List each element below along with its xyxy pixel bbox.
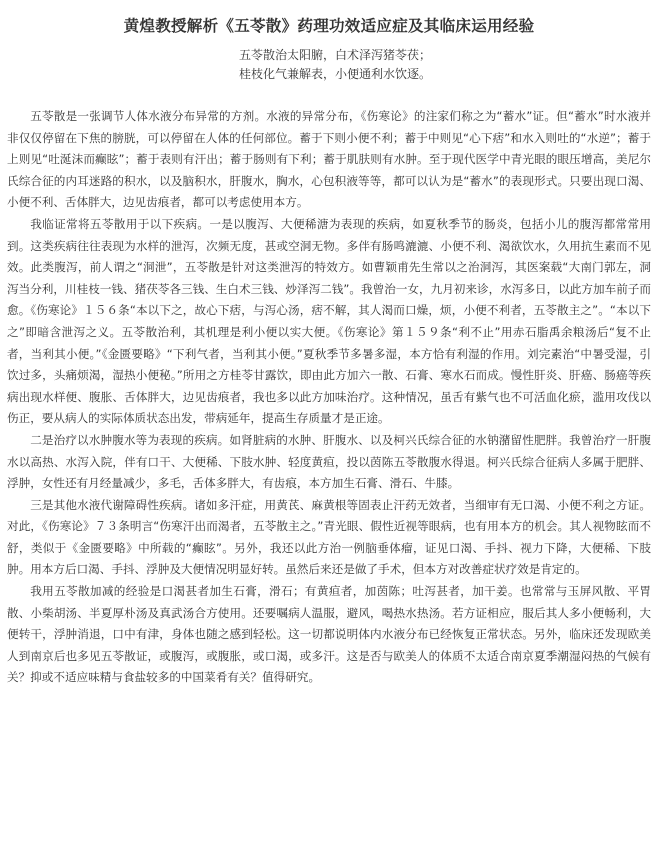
paragraph-3: 二是治疗以水肿腹水等为表现的疾病。如肾脏病的水肿、肝腹水、以及柯兴氏综合征的水钠潴留性肥胖。我曾治疗一肝腹水以高热、水泻入院，伴有口干、大便稀、下肢水肿、轻度黄疸，投以茵陈五苓散腹水得退。柯兴氏综合征病人多属于肥胖、浮肿，女性还有月经量减少，多毛，舌体多胖大，有齿痕，本方加生石膏、滑石、牛膝。 — [7, 432, 651, 491]
paragraph-5: 我用五苓散加减的经验是口渴甚者加生石膏，滑石；有黄疸者，加茵陈；吐泻甚者，加干姜。也常常与玉屏风散、平胃散、小柴胡汤、半夏厚朴汤及真武汤合方使用。还要嘱病人温服，避风，喝热水热汤。若方证相应，服后其人多小便畅利，大便转干，浮肿消退，口中有津，身体也随之感到轻松。这一切都说明体内水液分布已经恢复正常状态。另外，临床还发现欧美人到南京后也多见五苓散证，或腹泻，或腹胀，或口渴，或多汗。这是否与欧美人的体质不太适合南京夏季潮湿闷热的气候有关？抑或不适应味精与食盐较多的中国菜肴有关？值得研究。 — [7, 584, 651, 685]
paragraph-4: 三是其他水液代谢障碍性疾病。诸如多汗症，用黄芪、麻黄根等固表止汗药无效者，当细审有无口渴、小便不利之方证。对此，《伤寒论》７３条明言“伤寒汗出而渴者，五苓散主之。”青光眼、假性近视等眼病，也有用本方的机会。其人视物眩而不舒，类似于《金匮要略》中所载的“癫眩”。另外，我还以此方治一例脑垂体瘤，证见口渴、手抖、视力下降，大便稀、下肢肿。用本方后口渴、手抖、浮肿及大便情况明显好转。虽然后来还是做了手术，但本方对改善症状疗效是肯定的。 — [7, 497, 651, 577]
verse-block — [239, 46, 651, 84]
article-body — [7, 106, 651, 689]
article-title: 黄煌教授解析《五苓散》药理功效适应症及其临床运用经验 — [123, 17, 535, 35]
paragraph-2: 我临证常将五苓散用于以下疾病。一是以腹泻、大便稀溏为表现的疾病，如夏秋季节的肠炎，包括小儿的腹泻都常常用到。这类疾病往往表现为水样的泄泻，次频无度，甚或空洞无物。多伴有肠鸣漉漉、小便不利、渴欲饮水，久用抗生素而不见效。此类腹泻，前人谓之“洞泄”，五苓散是针对这类泄泻的特效方。如曹颖甫先生常以之治洞泻，其医案载“大南门郭左，洞泻当分利，川桂枝一钱、猪茯苓各三钱、生白术三钱、炒泽泻二钱”。我曾治一女，九月初来诊，水泻多日，以此方加车前子而愈。《伤寒论》１５６条“本以下之，故心下痞，与泻心汤，痞不解，其人渴而口燥，烦，小便不利者，五苓散主之”。“本以下之”即暗含泄泻之义。五苓散治利，其机理是利小便以实大便。《伤寒论》第１５９条“利不止”用赤石脂禹余粮汤后“复不止者，当利其小便。”《金匮要略》“下利气者，当利其小便。”夏秋季节多暑多湿，本方恰有利湿的作用。刘完素治“中暑受湿，引饮过多，头痛烦渴，湿热小便秘。”所用之方桂苓甘露饮，即由此方加六一散、石膏、寒水石而成。慢性肝炎、肝癌、肠癌等疾病出现水样便、腹胀、舌体胖大，边见齿痕者，我也多以此方加味治疗。这种情况，虽舌有紫气也不可活血化瘀，滥用攻伐以伤正，要从病人的实际体质状态出发，带病延年，提高生存质量才是正途。 — [7, 216, 651, 426]
paragraph-1: 五苓散是一张调节人体水液分布异常的方剂。水液的异常分布，《伤寒论》的注家们称之为“蓄水”证。但“蓄水”时水液并非仅仅停留在下焦的膀胱，可以停留在人体的任何部位。蓄于下则小便不利；蓄于中则见“心下痞”和水入则吐的“水逆”；蓄于上则见“吐涎沫而癫眩”；蓄于表则有汗出；蓄于肠则有下利；蓄于肌肤则有水肿。至于现代医学中青光眼的眼压增高，美尼尔氏综合征的内耳迷路的积水，以及脑积水，肝腹水，胸水，心包积液等等，都可以认为是“蓄水”的表现形式。只要出现口渴、小便不利、舌体胖大，边见齿痕者，都可以考虑使用本方。 — [7, 109, 651, 210]
verse-line-2: 桂枝化气兼解表，小便通利水饮逐。 — [239, 67, 432, 81]
verse-line-1: 五苓散治太阳腑，白术泽泻猪苓茯； — [239, 48, 432, 62]
